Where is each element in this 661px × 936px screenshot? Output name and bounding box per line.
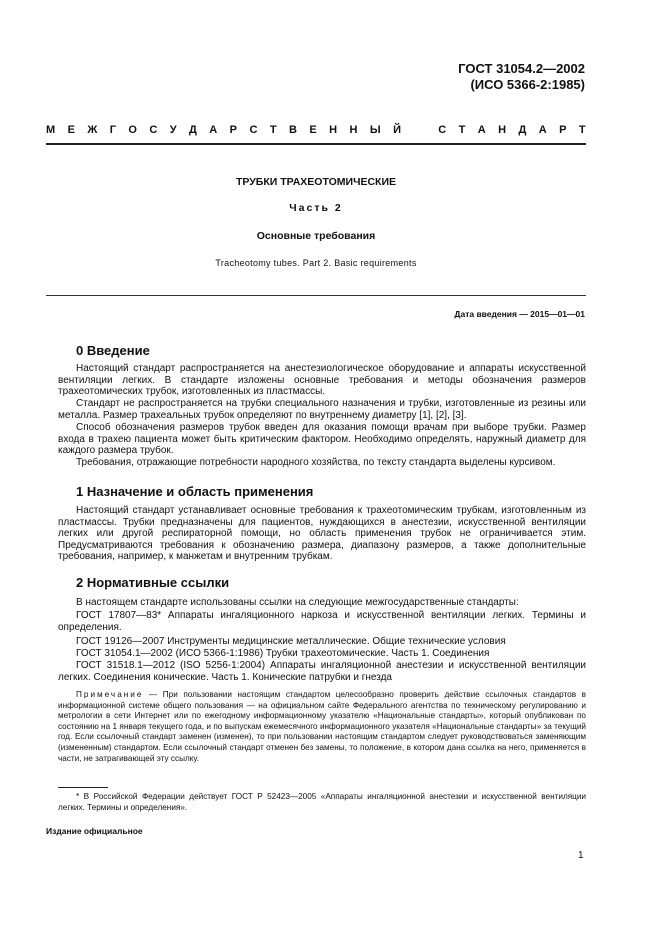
note-text: — При пользовании настоящим стандартом целесообразно проверить действие ссылочных стандартов в информационной системе общего пользования — на официальном сайте Федерального агентства по техническому регулированию и метрологии в сети Интернет или по ежегодному информационному указателю «Национальные стандарты», который опубликован по состоянию на 1 января текущего года, и по выпускам ежемесячного информационного указателя «Национальные стандарты» за текущий год. Если ссылочный стандарт заменен (изменен), то при пользовании настоящим стандартом следует руководствоваться заменяющим (измененным) стандартом. Если ссылочный стандарт отменен без замены, то положение, в котором дана ссылка на него, применяется в части, не затрагивающей эту ссылку. — [58, 690, 586, 763]
top-rule — [46, 143, 586, 145]
interstate-standard-label — [46, 124, 586, 136]
section-2-lead: В настоящем стандарте использованы ссылки на следующие межгосударственные стандарты: — [76, 597, 519, 608]
label-letter: О — [128, 124, 137, 136]
label-letter: Р — [559, 124, 567, 136]
label-letter: Т — [578, 124, 586, 136]
document-subtitle: Основные требования — [256, 230, 376, 242]
label-letter: С — [249, 124, 258, 136]
label-letter: Ы — [369, 124, 381, 136]
footnote: * В Российской Федерации действует ГОСТ Р 52423—2005 «Аппараты ингаляционной анестезии и искусственной вентиляции легких. Термины и определения». — [58, 792, 586, 812]
label-letter: Ж — [87, 124, 98, 136]
section-0-heading: 0 Введение — [76, 343, 150, 358]
normative-reference: ГОСТ 19126—2007 Инструменты медицинские металлические. Общие технические условия — [76, 636, 506, 647]
label-letter: Д — [518, 124, 527, 136]
label-letter: Т — [458, 124, 466, 136]
label-letter: А — [209, 124, 218, 136]
normative-reference: ГОСТ 17807—83* Аппараты ингаляционного наркоза и искусственной вентиляции легких. Термины и определения. — [58, 610, 586, 633]
footnote-rule — [58, 787, 108, 788]
iso-number: (ИСО 5366-2:1985) — [470, 77, 585, 92]
title-rule — [46, 295, 586, 296]
section-1-heading: 1 Назначение и область применения — [76, 484, 314, 499]
english-title: Tracheotomy tubes. Part 2. Basic requirements — [215, 258, 417, 268]
label-letter: М — [46, 124, 56, 136]
label-letter: Й — [393, 124, 401, 136]
label-letter: Е — [67, 124, 75, 136]
document-part: Часть 2 — [289, 202, 343, 214]
label-letter: Е — [309, 124, 317, 136]
edition-label: Издание официальное — [46, 826, 143, 836]
section-0-paragraph: Настоящий стандарт распространяется на анестезиологическое оборудование и аппараты искусственной вентиляции легких. В стандарте изложены основные требования и методы обозначения размеров трахеотомических трубок, изготовленных из пластмассы. — [58, 363, 586, 398]
page-number: 1 — [578, 850, 584, 861]
document-title: ТРУБКИ ТРАХЕОТОМИЧЕСКИЕ — [235, 176, 397, 188]
note-label: Примечание — [76, 690, 144, 699]
label-letter: А — [538, 124, 547, 136]
section-0-paragraph: Способ обозначения размеров трубок введен для оказания помощи врачам при выборе трубки. Размер входа в трахею пациента может быть критическим фактором. Необходимо определять, наружный диаметр для каждого размера трубок. — [58, 422, 586, 457]
standard-number: ГОСТ 31054.2—2002 — [458, 61, 585, 76]
section-1-paragraph: Настоящий стандарт устанавливает основные требования к трахеотомическим трубкам, изготовленным из пластмассы. Трубки предназначены для пациентов, нуждающихся в анестезии, искусственной вентиляции легких или другой респираторной помощи, но область применения трубок не ограничивается этим. Предусматриваются требования к обозначению размера, диапазону размеров, а также дополнительные требования, например, к манжетам и внутренним трубкам. — [58, 505, 586, 563]
normative-reference: ГОСТ 31518.1—2012 (ISO 5256-1:2004) Аппараты ингаляционной анестезии и искусственной вентиляции легких. Соединения конические. Часть 1. Конические патрубки и гнезда — [58, 660, 586, 683]
label-letter: Н — [329, 124, 338, 136]
label-letter: Н — [349, 124, 358, 136]
section-0-paragraph: Требования, отражающие потребности народного хозяйства, по тексту стандарта выделены курсивом. — [76, 457, 556, 468]
note-block — [58, 690, 586, 764]
label-letter: Г — [109, 124, 116, 136]
label-letter: Д — [189, 124, 197, 136]
label-letter: В — [288, 124, 297, 136]
section-0-paragraph: Стандарт не распространяется на трубки специального назначения и трубки, изготовленные из резины или металла. Размер трахеальных трубок определяют по внутреннему диаметру [1], [2], [3]. — [58, 398, 586, 421]
introduction-date: Дата введения — 2015—01—01 — [454, 309, 585, 319]
label-letter: Р — [229, 124, 238, 136]
label-letter: С — [149, 124, 158, 136]
label-letter: С — [438, 124, 447, 136]
label-letter: Т — [269, 124, 277, 136]
label-letter: У — [169, 124, 177, 136]
normative-reference: ГОСТ 31054.1—2002 (ИСО 5366-1:1986) Трубки трахеотомические. Часть 1. Соединения — [76, 648, 490, 659]
standard-code — [458, 61, 585, 93]
section-2-heading: 2 Нормативные ссылки — [76, 575, 230, 590]
label-letter: А — [477, 124, 486, 136]
label-letter: Н — [498, 124, 507, 136]
